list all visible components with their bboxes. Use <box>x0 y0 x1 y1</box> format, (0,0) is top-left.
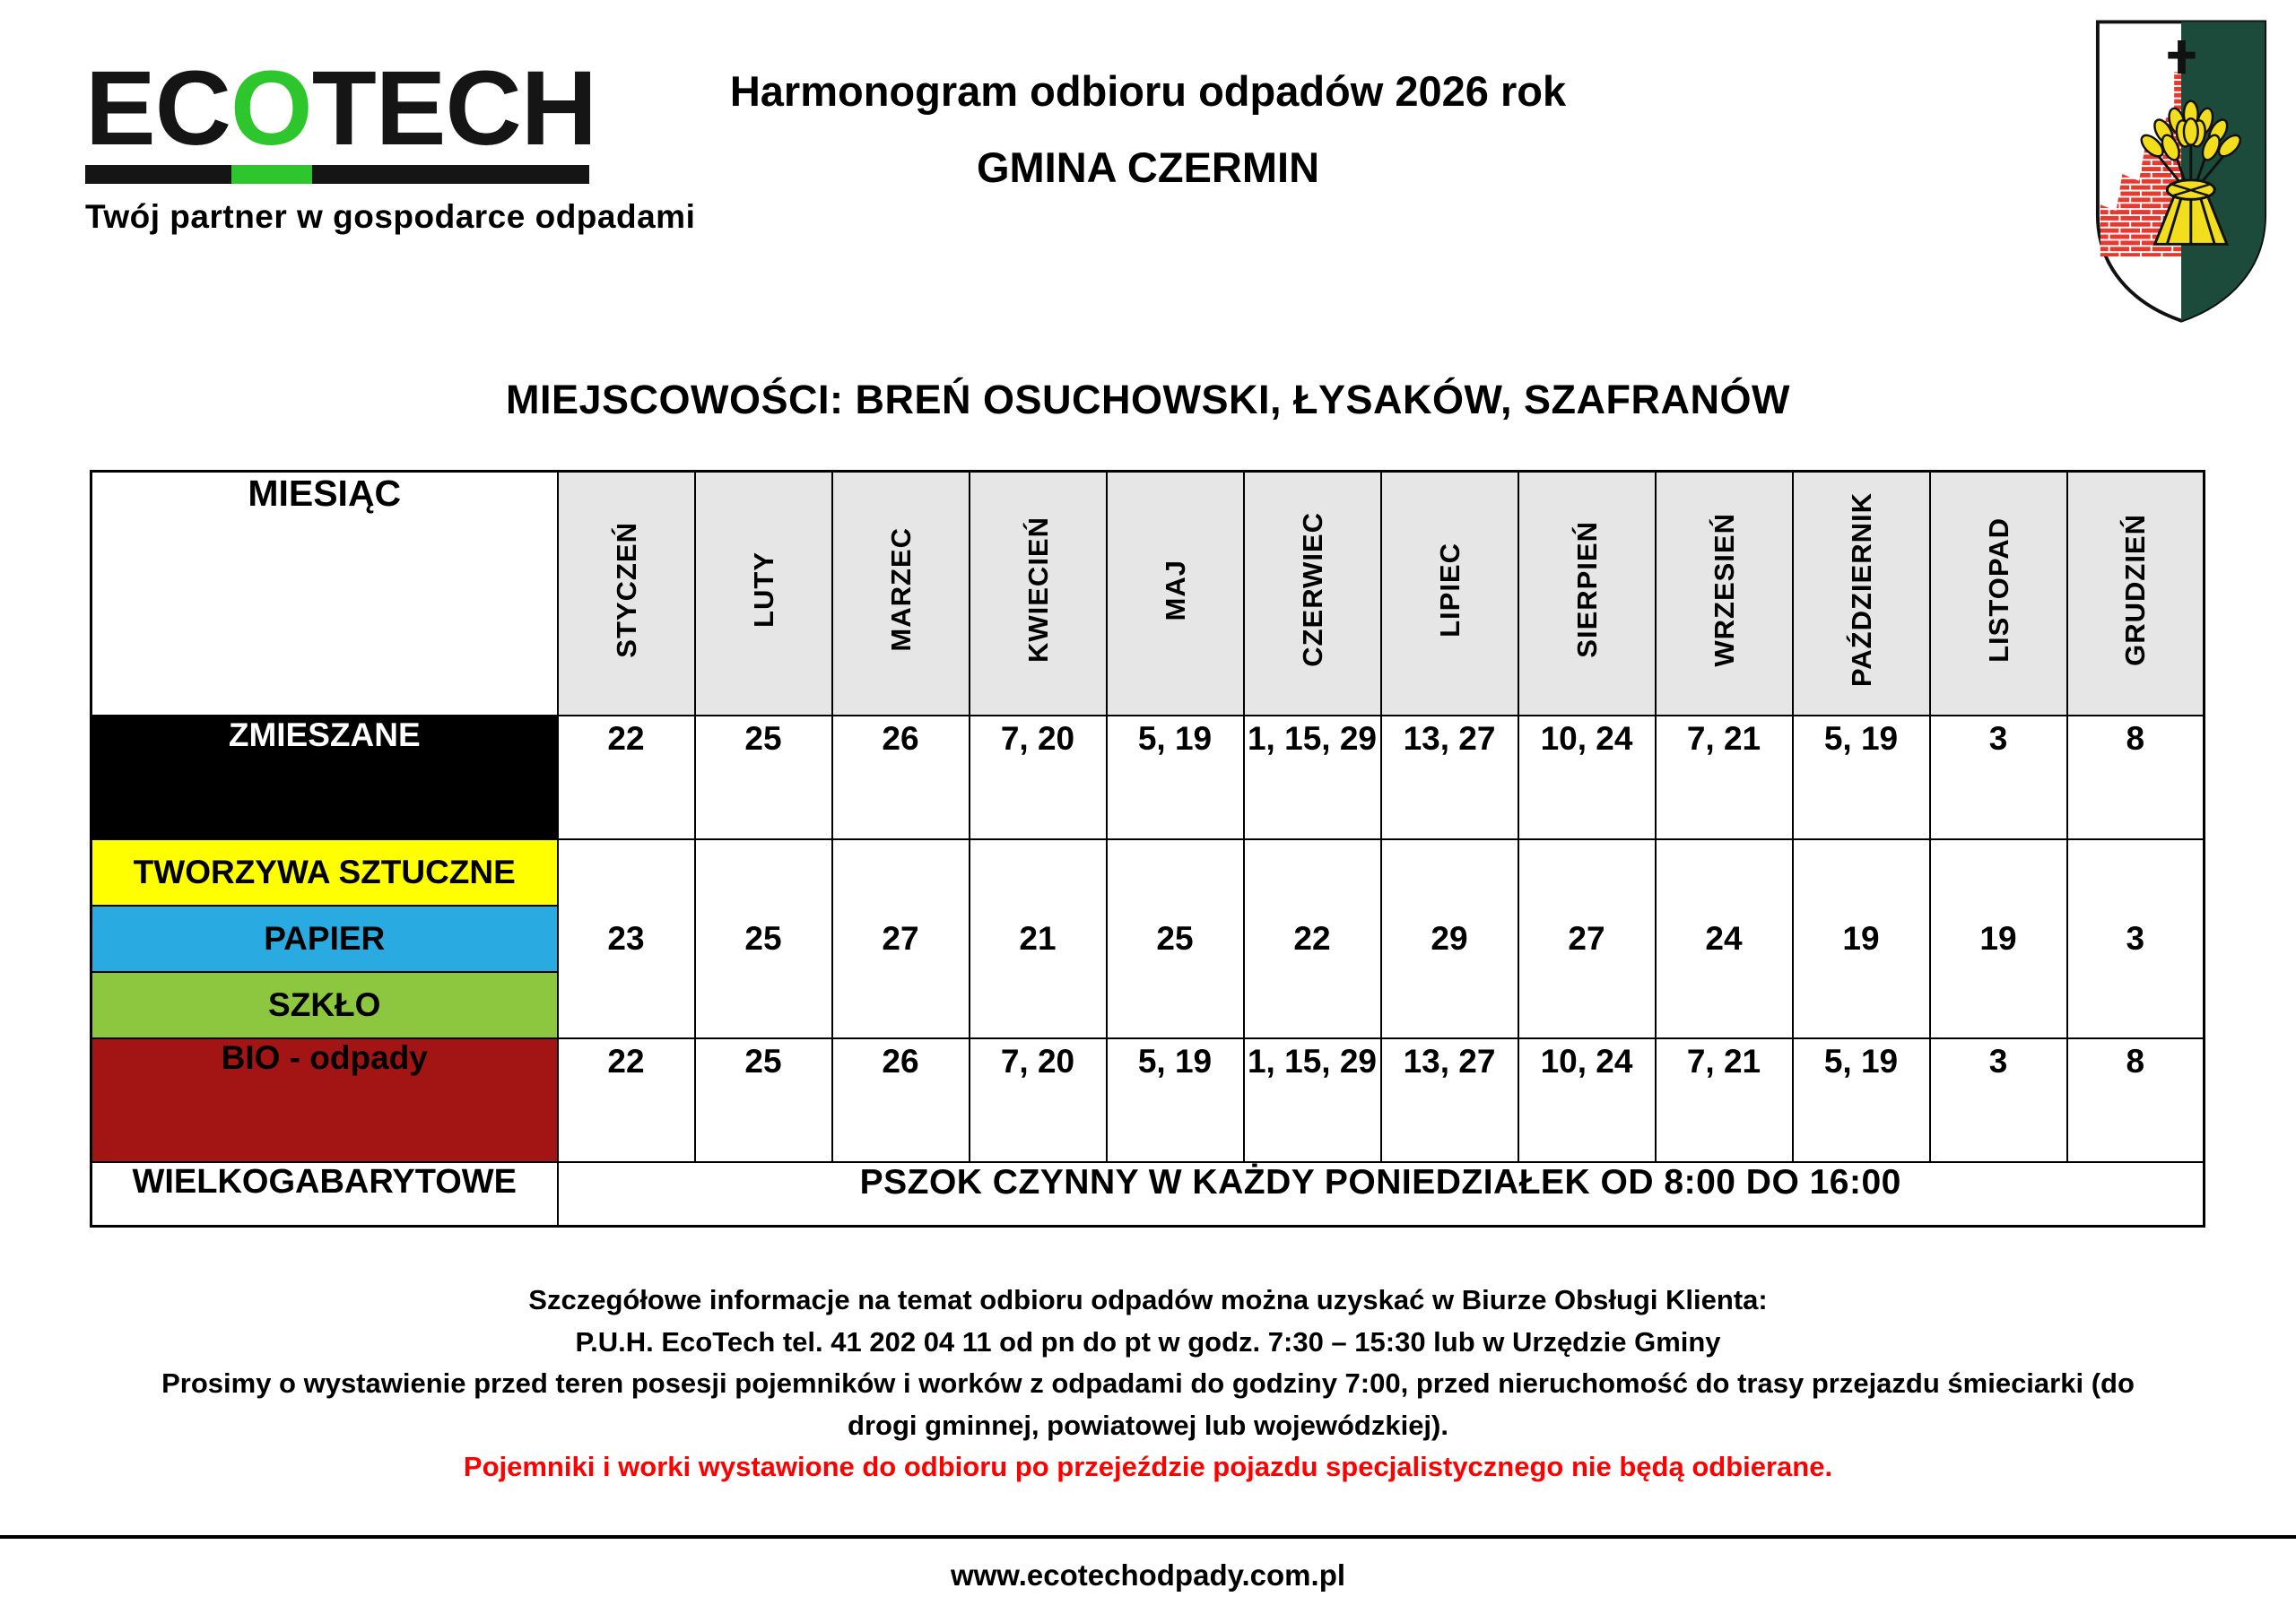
title-line-1: Harmonogram odbioru odpadów 2026 rok <box>729 67 1567 115</box>
month-header-czerwiec: CZERWIEC <box>1244 472 1381 716</box>
info-line-1: Szczegółowe informacje na temat odbioru odpadów można uzyskać w Biurze Obsługi Klienta: <box>528 1284 1768 1315</box>
row-label-zmieszane: ZMIESZANE <box>91 716 558 839</box>
logo-part-ec: EC <box>85 49 230 168</box>
info-line-2: P.U.H. EcoTech tel. 41 202 04 11 od pn do pt w godz. 7:30 – 15:30 lub w Urzędzie Gminy <box>575 1325 1721 1358</box>
header-band <box>0 0 2296 352</box>
title-line-2: GMINA CZERMIN <box>976 143 1320 191</box>
month-header-kwiecien: KWIECIEŃ <box>970 472 1107 716</box>
row-label-tworzywa-sztuczne: TWORZYWA SZTUCZNE <box>91 839 558 906</box>
schedule-cell: 19 <box>1793 839 1930 1038</box>
footer-notes <box>130 1280 2166 1488</box>
schedule-cell: 5, 19 <box>1793 716 1930 839</box>
schedule-cell: 8 <box>2067 716 2205 839</box>
schedule-cell: 13, 27 <box>1381 716 1518 839</box>
schedule-cell: 5, 19 <box>1107 716 1244 839</box>
info-line-3: Prosimy o wystawienie przed teren posesji pojemników i worków z odpadami do godziny 7:00, przed nieruchomość do trasy przejazdu śmieciarki (do drogi gminnej, powiatowej lub wojewódzkiej). <box>161 1367 2135 1441</box>
schedule-cell: 10, 24 <box>1518 716 1656 839</box>
month-header-styczen: STYCZEŃ <box>558 472 695 716</box>
logo-part-o: O <box>230 49 312 168</box>
schedule-cell: 5, 19 <box>1793 1038 1930 1162</box>
ecotech-logo <box>85 49 696 236</box>
month-header-pazdziernik: PAŹDZIERNIK <box>1793 472 1930 716</box>
schedule-cell: 25 <box>1107 839 1244 1038</box>
logo-part-tech: TECH <box>311 49 596 168</box>
schedule-cell: 22 <box>558 1038 695 1162</box>
schedule-cell: 26 <box>832 716 970 839</box>
website-text: www.ecotechodpady.com.pl <box>950 1558 1346 1592</box>
schedule-cell: 24 <box>1656 839 1793 1038</box>
footer-divider <box>0 1535 2296 1539</box>
row-bio-odpady <box>91 1038 2205 1162</box>
logo-tagline: Twój partner w gospodarce odpadami <box>85 198 696 235</box>
schedule-cell: 26 <box>832 1038 970 1162</box>
schedule-cell: 3 <box>1930 1038 2067 1162</box>
row-label-papier: PAPIER <box>91 906 558 972</box>
locations-title: MIEJSCOWOŚCI: BREŃ OSUCHOWSKI, ŁYSAKÓW, SZAFRANÓW <box>505 377 1790 422</box>
month-header-maj: MAJ <box>1107 472 1244 716</box>
schedule-cell: 19 <box>1930 839 2067 1038</box>
schedule-cell: 8 <box>2067 1038 2205 1162</box>
schedule-cell: 3 <box>1930 716 2067 839</box>
schedule-cell: 25 <box>695 839 832 1038</box>
warning-text: Pojemniki i worki wystawione do odbioru po przejeździe pojazdu specjalistycznego nie będą odbierane. <box>463 1451 1833 1482</box>
logo-wordmark <box>85 49 659 168</box>
row-label-bio-odpady: BIO - odpady <box>91 1038 558 1162</box>
waste-schedule-table <box>90 470 2205 1228</box>
table-corner-miesiac: MIESIĄC <box>91 472 558 716</box>
month-header-listopad: LISTOPAD <box>1930 472 2067 716</box>
schedule-cell: 22 <box>558 716 695 839</box>
schedule-cell: 7, 21 <box>1656 716 1793 839</box>
month-header-wrzesien: WRZESIEŃ <box>1656 472 1793 716</box>
schedule-cell: 10, 24 <box>1518 1038 1656 1162</box>
row-label-wielkogabarytowe: WIELKOGABARYTOWE <box>91 1162 558 1227</box>
row-tworzywa-sztuczne <box>91 839 2205 906</box>
schedule-cell: 5, 19 <box>1107 1038 1244 1162</box>
schedule-cell: 22 <box>1244 839 1381 1038</box>
schedule-cell: 27 <box>832 839 970 1038</box>
month-header-luty: LUTY <box>695 472 832 716</box>
month-header-marzec: MARZEC <box>832 472 970 716</box>
schedule-cell: 27 <box>1518 839 1656 1038</box>
schedule-cell: 25 <box>695 716 832 839</box>
schedule-cell: 7, 21 <box>1656 1038 1793 1162</box>
row-zmieszane <box>91 716 2205 839</box>
schedule-cell: 1, 15, 29 <box>1244 1038 1381 1162</box>
schedule-cell: 21 <box>970 839 1107 1038</box>
logo-underline-bar <box>85 165 589 184</box>
schedule-cell: 13, 27 <box>1381 1038 1518 1162</box>
row-wielkogabarytowe <box>91 1162 2205 1227</box>
schedule-cell: 23 <box>558 839 695 1038</box>
schedule-cell: 25 <box>695 1038 832 1162</box>
schedule-cell: 3 <box>2067 839 2205 1038</box>
table-header-row <box>91 472 2205 716</box>
schedule-cell: 1, 15, 29 <box>1244 716 1381 839</box>
schedule-cell: 29 <box>1381 839 1518 1038</box>
row-label-szklo: SZKŁO <box>91 972 558 1038</box>
month-header-lipiec: LIPIEC <box>1381 472 1518 716</box>
schedule-cell: 7, 20 <box>970 1038 1107 1162</box>
schedule-cell: 7, 20 <box>970 716 1107 839</box>
month-header-sierpien: SIERPIEŃ <box>1518 472 1656 716</box>
month-header-grudzien: GRUDZIEŃ <box>2067 472 2205 716</box>
pszok-note-cell: PSZOK CZYNNY W KAŻDY PONIEDZIAŁEK OD 8:00 DO 16:00 <box>558 1162 2205 1227</box>
czermin-coat-of-arms-icon <box>2093 16 2269 326</box>
